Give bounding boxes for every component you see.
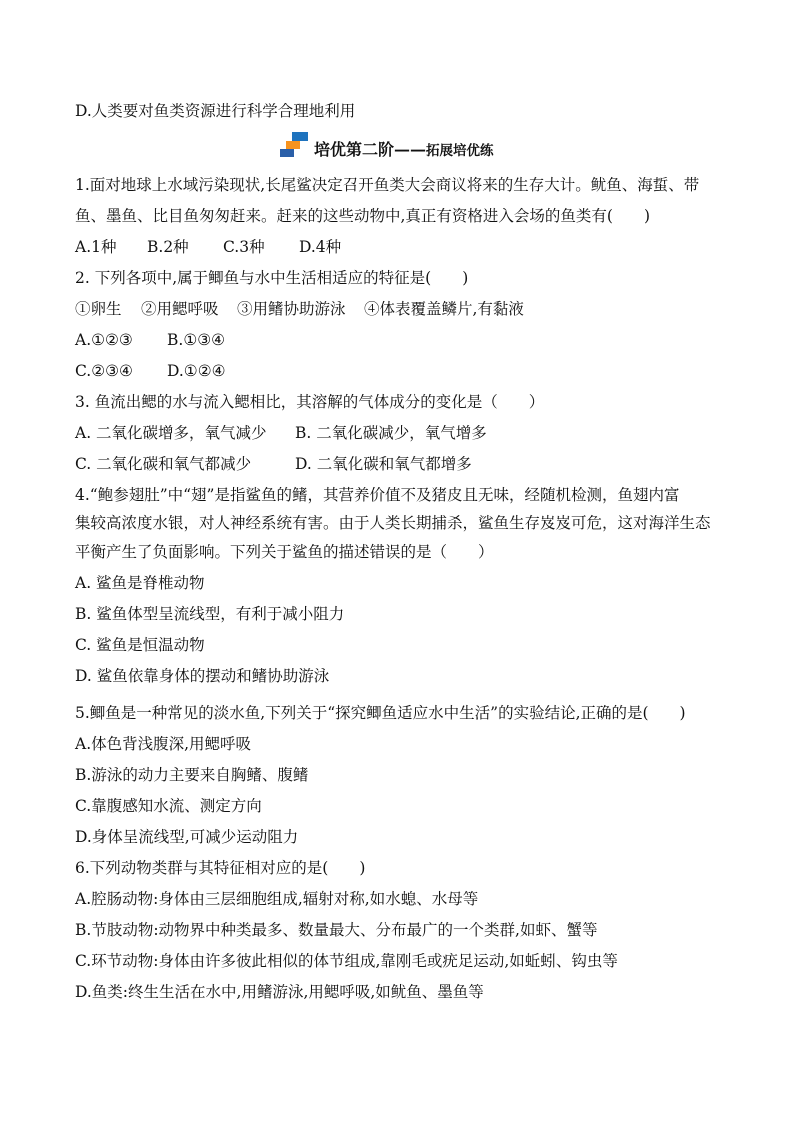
question-5-option-a[interactable]: A.体色背浅腹深,用鳃呼吸 [75, 735, 252, 753]
question-1-option-d[interactable]: D.4种 [299, 238, 342, 256]
question-1-stem-line-1: 1.面对地球上水域污染现状,长尾鲨决定召开鱼类大会商议将来的生存大计。鱿鱼、海蜇、带 [75, 176, 700, 194]
question-4-option-a[interactable]: A. 鲨鱼是脊椎动物 [75, 574, 205, 592]
question-2-option-d[interactable]: D.①②④ [167, 362, 226, 380]
section-header [0, 130, 794, 164]
section-logo-icon [280, 132, 312, 158]
question-3-option-d[interactable]: D. 二氧化碳和氧气都增多 [295, 455, 472, 473]
section-title [314, 140, 494, 161]
question-3-option-c[interactable]: C. 二氧化碳和氧气都减少 [75, 455, 252, 473]
question-5-option-c[interactable]: C.靠腹感知水流、测定方向 [75, 797, 262, 815]
question-6-option-d[interactable]: D.鱼类:终生生活在水中,用鳍游泳,用鳃呼吸,如鱿鱼、墨鱼等 [75, 983, 484, 1001]
section-title-dash: —— [394, 140, 427, 159]
question-2-item-2: ②用鳃呼吸 [141, 300, 219, 318]
question-3-option-a[interactable]: A. 二氧化碳增多，氧气减少 [75, 424, 267, 442]
question-2-items [75, 299, 524, 319]
section-title-main: 培优第二阶 [314, 140, 395, 159]
question-2-item-4: ④体表覆盖鳞片,有黏液 [364, 300, 524, 318]
question-4-option-b[interactable]: B. 鲨鱼体型呈流线型，有利于减小阻力 [75, 605, 345, 623]
question-1-option-b[interactable]: B.2种 [147, 238, 189, 256]
question-2-options-row-1 [75, 330, 225, 350]
question-2-option-c[interactable]: C.②③④ [75, 362, 133, 380]
question-3-options-row-2 [75, 454, 472, 474]
question-1-stem-line-2: 鱼、墨鱼、比目鱼匆匆赶来。赶来的这些动物中,真正有资格进入会场的鱼类有( ) [75, 207, 651, 225]
question-2-item-3: ③用鳍协助游泳 [237, 300, 346, 318]
question-3-option-b[interactable]: B. 二氧化碳减少，氧气增多 [295, 424, 487, 442]
question-4-option-d[interactable]: D. 鲨鱼依靠身体的摆动和鳍协助游泳 [75, 667, 330, 685]
question-2-item-1: ①卵生 [75, 300, 122, 318]
question-6-stem: 6.下列动物类群与其特征相对应的是( ) [75, 859, 366, 877]
question-4-stem-line-2: 集较高浓度水银，对人神经系统有害。由于人类长期捕杀，鲨鱼生存岌岌可危，这对海洋生态 [75, 514, 711, 532]
question-1-option-a[interactable]: A.1种 [75, 238, 117, 256]
question-2-options-row-2 [75, 361, 226, 381]
question-2-option-b[interactable]: B.①③④ [167, 331, 226, 349]
question-2-option-a[interactable]: A.①②③ [75, 331, 133, 349]
question-4-stem-line-3: 平衡产生了负面影响。下列关于鲨鱼的描述错误的是（ ） [75, 543, 494, 561]
question-6-option-a[interactable]: A.腔肠动物:身体由三层细胞组成,辐射对称,如水螅、水母等 [75, 890, 479, 908]
question-6-option-c[interactable]: C.环节动物:身体由许多彼此相似的体节组成,靠刚毛或疣足运动,如蚯蚓、钩虫等 [75, 952, 618, 970]
question-2-stem: 2. 下列各项中,属于鲫鱼与水中生活相适应的特征是( ) [75, 269, 469, 287]
question-3-stem: 3. 鱼流出鳃的水与流入鳃相比，其溶解的气体成分的变化是（ ） [75, 393, 545, 411]
question-6-option-b[interactable]: B.节肢动物:动物界中种类最多、数量最大、分布最广的一个类群,如虾、蟹等 [75, 921, 598, 939]
option-d-previous: D.人类要对鱼类资源进行科学合理地利用 [75, 102, 356, 120]
question-1-options [75, 237, 341, 257]
question-4-option-c[interactable]: C. 鲨鱼是恒温动物 [75, 636, 205, 654]
question-5-option-d[interactable]: D.身体呈流线型,可减少运动阻力 [75, 828, 299, 846]
question-4-stem-line-1: 4.“鲍参翅肚”中“翅”是指鲨鱼的鳍，其营养价值不及猪皮且无味，经随机检测，鱼翅内富 [75, 486, 680, 504]
question-3-options-row-1 [75, 423, 487, 443]
question-1-option-c[interactable]: C.3种 [223, 238, 265, 256]
question-5-stem: 5.鲫鱼是一种常见的淡水鱼,下列关于“探究鲫鱼适应水中生活”的实验结论,正确的是( ) [75, 704, 686, 722]
question-5-option-b[interactable]: B.游泳的动力主要来自胸鳍、腹鳍 [75, 766, 309, 784]
section-title-sub: 拓展培优练 [426, 143, 494, 159]
